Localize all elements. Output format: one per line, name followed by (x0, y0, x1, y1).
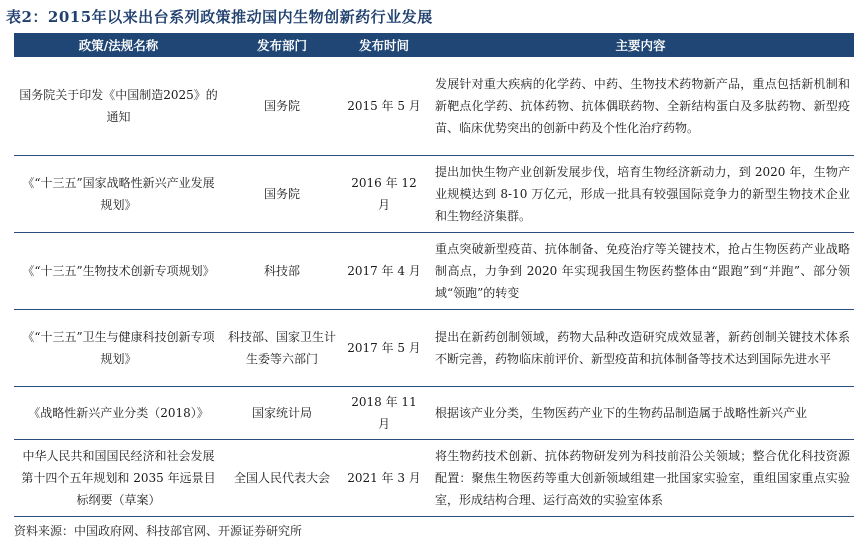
table-row (14, 387, 854, 440)
source-note: 资料来源：中国政府网、科技部官网、开源证券研究所 (14, 524, 303, 538)
date-cell: 2017 年 4 月 (341, 233, 427, 310)
policy-name-cell: 《“十三五”卫生与健康科技创新专项规划》 (14, 310, 223, 387)
policy-table (14, 33, 854, 517)
policy-name-cell: 国务院关于印发《中国制造2025》的通知 (14, 57, 223, 156)
content-cell: 提出加快生物产业创新发展步伐，培育生物经济新动力，到 2020 年，生物产业规模达到 8-10 万亿元，形成一批具有较强国际竞争力的新型生物技术企业和生物经济集群。 (427, 156, 854, 233)
header-content: 主要内容 (427, 33, 854, 57)
policy-name-cell: 中华人民共和国国民经济和社会发展第十四个五年规划和 2035 年远景目标纲要（草案） (14, 440, 223, 517)
table-row (14, 440, 854, 517)
department-cell: 国家统计局 (223, 387, 341, 440)
table-row (14, 310, 854, 387)
policy-name-cell: 《“十三五”国家战略性新兴产业发展规划》 (14, 156, 223, 233)
header-department: 发布部门 (223, 33, 341, 57)
content-cell: 将生物药技术创新、抗体药物研发列为科技前沿公关领域；整合优化科技资源配置：聚焦生物医药等重大创新领域组建一批国家实验室，重组国家重点实验室，形成结构合理、运行高效的实验室体系 (427, 440, 854, 517)
table-row (14, 156, 854, 233)
header-policy-name: 政策/法规名称 (14, 33, 223, 57)
department-cell: 科技部 (223, 233, 341, 310)
header-date: 发布时间 (341, 33, 427, 57)
date-cell: 2021 年 3 月 (341, 440, 427, 517)
content-cell: 发展针对重大疾病的化学药、中药、生物技术药物新产品，重点包括新机制和新靶点化学药、抗体药物、抗体偶联药物、全新结构蛋白及多肽药物、新型疫苗、临床优势突出的创新中药及个性化治疗药物。 (427, 57, 854, 156)
department-cell: 国务院 (223, 156, 341, 233)
table-row (14, 57, 854, 156)
date-cell: 2017 年 5 月 (341, 310, 427, 387)
date-cell: 2016 年 12 月 (341, 156, 427, 233)
table-header-row (14, 33, 854, 57)
content-cell: 重点突破新型疫苗、抗体制备、免疫治疗等关键技术，抢占生物医药产业战略制高点，力争到 2020 年实现我国生物医药整体由“跟跑”到“并跑”、部分领域“领跑”的转变 (427, 233, 854, 310)
policy-name-cell: 《战略性新兴产业分类（2018）》 (14, 387, 223, 440)
content-cell: 提出在新药创制领域，药物大品种改造研究成效显著，新药创制关键技术体系不断完善，药物临床前评价、新型疫苗和抗体制备等技术达到国际先进水平 (427, 310, 854, 387)
policy-name-cell: 《“十三五”生物技术创新专项规划》 (14, 233, 223, 310)
department-cell: 国务院 (223, 57, 341, 156)
department-cell: 全国人民代表大会 (223, 440, 341, 517)
table-title: 表2：2015年以来出台系列政策推动国内生物创新药行业发展 (6, 8, 433, 26)
date-cell: 2018 年 11 月 (341, 387, 427, 440)
content-cell: 根据该产业分类，生物医药产业下的生物药品制造属于战略性新兴产业 (427, 387, 854, 440)
table-row (14, 233, 854, 310)
date-cell: 2015 年 5 月 (341, 57, 427, 156)
department-cell: 科技部、国家卫生计生委等六部门 (223, 310, 341, 387)
